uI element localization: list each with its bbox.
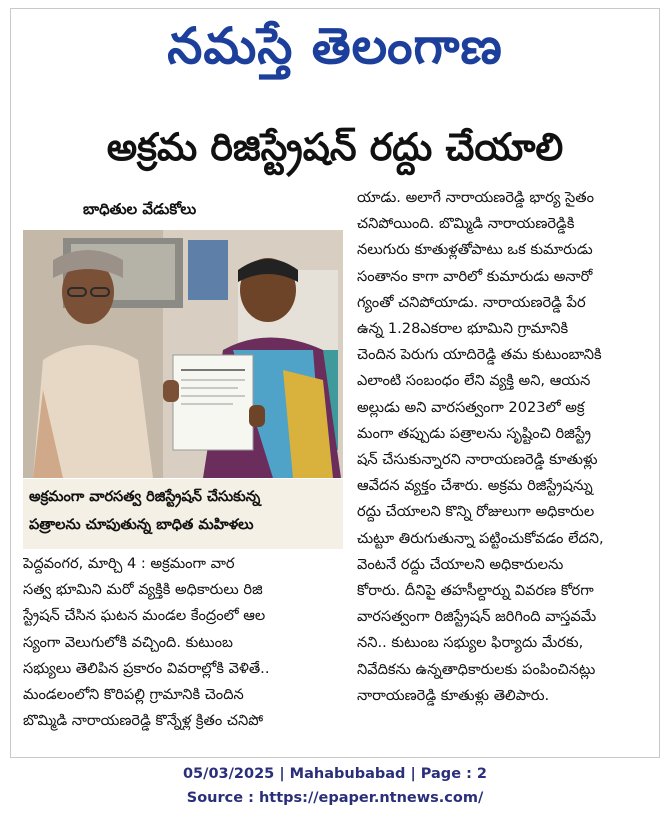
article-line: సత్వ భూమిని మరో వ్యక్తికి అధికారులు రిజి xyxy=(23,581,263,599)
article-line: ఆవేదన వ్యక్తం చేశారు. అక్రమ రిజిస్ట్రేషన్ను xyxy=(357,477,593,495)
article-subheadline: బాధితుల వేడుకోలు xyxy=(83,200,197,218)
article-line: యాడు. అలాగే నారాయణరెడ్డి భార్య సైతం xyxy=(357,189,595,206)
article-line: మంగా తప్పుడు పత్రాలను సృష్టించి రిజిస్ట్రే xyxy=(357,424,591,442)
article-line: సంతానం కాగా వారిలో కుమారుడు అనారో xyxy=(357,267,593,285)
article-line: నని.. కుటుంబ సభ్యుల ఫిర్యాదు మేరకు, xyxy=(357,634,584,652)
article-line: పెద్దవంగర, మార్చి 4 : అక్రమంగా వార xyxy=(23,555,235,572)
article-line: సభ్యులు తెలిపిన ప్రకారం వివరాల్లోకి వెళితే.. xyxy=(23,659,270,677)
photo-caption-line: అక్రమంగా వారసత్వ రిజిస్ట్రేషన్ చేసుకున్న xyxy=(29,489,261,505)
source-url: Source : https://epaper.ntnews.com/ xyxy=(186,790,484,806)
article-headline: అక్రమ రిజిస్ట్రేషన్ రద్దు చేయాలి xyxy=(106,125,564,169)
news-clipping xyxy=(10,8,660,758)
news-photo xyxy=(23,230,343,478)
article-line: మండలంలోని కొరిపల్లి గ్రామానికి చెందిన xyxy=(23,686,244,704)
article-column-right xyxy=(357,185,647,709)
article-line: నివేదికను ఉన్నతాధికారులకు పంపించినట్లు xyxy=(357,660,596,678)
article-line: ఉన్న 1.28ఎకరాల భూమిని గ్రామానికి xyxy=(357,320,569,338)
article-line: ఎలాంటి సంబంధం లేని వ్యక్తి అని, ఆయన xyxy=(357,372,591,390)
article-line: రద్దు చేయాలని కొన్ని రోజులుగా అధికారుల xyxy=(357,503,595,521)
source-footer xyxy=(0,762,670,810)
article-line: వెంటనే రద్దు చేయాలని అధికారులను xyxy=(357,555,564,573)
article-line: చనిపోయింది. బొమ్మిడి నారాయణరెడ్డికి xyxy=(357,215,575,233)
photo-caption xyxy=(23,479,343,549)
article-line: చెందిన పెరుగు యాదిరెడ్డి తమ కుటుంబానికి xyxy=(357,346,602,364)
article-line: షన్ చేసుకున్నారని నారాయణరెడ్డి కూతుళ్లు xyxy=(357,451,598,469)
article-line: బొమ్మిడి నారాయణరెడ్డి కొన్నేళ్ల క్రితం చనిపో xyxy=(23,712,264,730)
article-line: గ్యంతో చనిపోయాడు. నారాయణరెడ్డి పేర xyxy=(357,293,586,311)
article-line: స్యంగా వెలుగులోకి వచ్చింది. కుటుంబ xyxy=(23,633,233,651)
article-line: అల్లుడు అని వారసత్వంగా 2023లో అక్ర xyxy=(357,398,585,416)
article-column-left xyxy=(23,551,341,734)
article-line: నారాయణరెడ్డి కూతుళ్లు తెలిపారు. xyxy=(357,686,550,704)
two-women-holding-document-image xyxy=(23,230,343,478)
article-line: కోరారు. దీనిపై తహసీల్దార్ను వివరణ కోరగా xyxy=(357,582,594,600)
photo-caption-line: పత్రాలను చూపుతున్న బాధిత మహిళలు xyxy=(29,517,254,533)
article-line: నలుగురు కూతుళ్లతోపాటు ఒక కుమారుడు xyxy=(357,241,593,259)
article-line: స్ట్రేషన్ చేసిన ఘటన మండల కేంద్రంలో ఆల xyxy=(23,607,266,625)
newspaper-masthead: నమస్తే తెలంగాణ xyxy=(167,16,503,75)
article-line: వారసత్వంగా రిజిస్ట్రేషన్ జరిగింది వాస్తవమే xyxy=(357,608,597,626)
article-line: చుట్టూ తిరుగుతున్నా పట్టించుకోవడం లేదని, xyxy=(357,529,604,547)
edition-info: 05/03/2025 | Mahabubabad | Page : 2 xyxy=(182,766,488,782)
